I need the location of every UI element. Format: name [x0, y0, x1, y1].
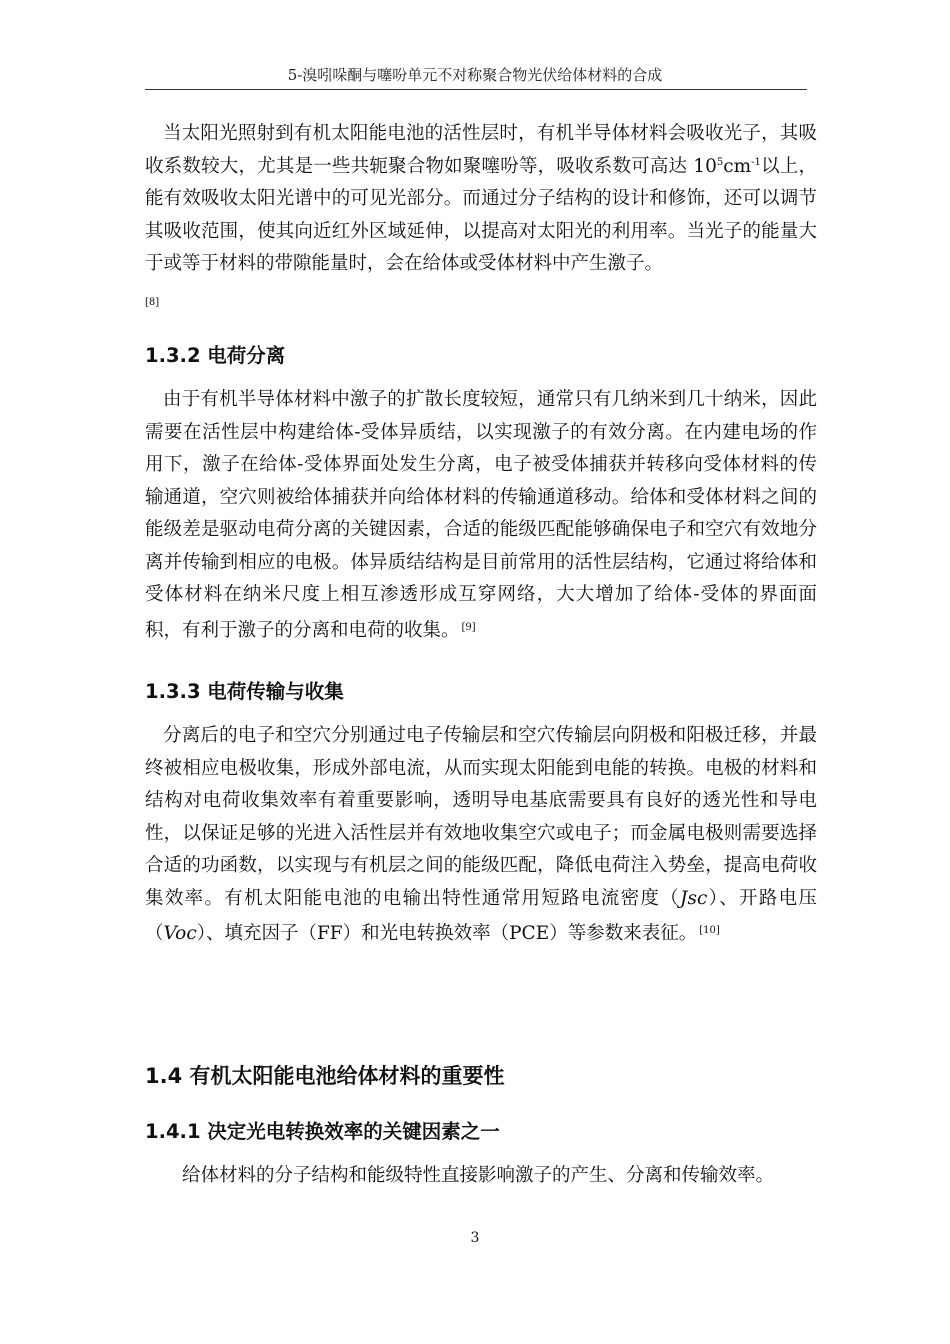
- heading-1-4-1: 1.4.1 决定光电转换效率的关键因素之一: [145, 1120, 500, 1143]
- heading-1-4: 1.4 有机太阳能电池给体材料的重要性: [145, 1064, 505, 1088]
- p1-text-a: 当太阳光照射到有机太阳能电池的活性层时，有机半导体材料会吸收光子，其吸收系数较大，尤其是一些共轭聚合物如聚噻吩等，吸收系数可高达 10: [145, 123, 817, 177]
- paragraph-absorption: [145, 118, 817, 281]
- citation-10: [10]: [699, 925, 720, 936]
- p3-jsc: Jsc: [680, 887, 708, 909]
- p3-voc: Voc: [163, 923, 197, 944]
- citation-9: [9]: [461, 621, 476, 633]
- heading-1-3-3: 1.3.3 电荷传输与收集: [145, 680, 344, 703]
- paragraph-donor-importance: [145, 1160, 817, 1193]
- p3-text-c: ）、填充因子（FF）和光电转换效率（PCE）等参数来表征。: [196, 923, 698, 944]
- p1-unit: cm: [723, 155, 752, 177]
- p1-sup-5: 5: [716, 156, 724, 168]
- p1-sup-minus1: -1: [751, 156, 761, 168]
- p3-text-a: 分离后的电子和空穴分别通过电子传输层和空穴传输层向阴极和阳极迁移，并最终被相应电极收集，形成外部电流，从而实现太阳能到电能的转换。电极的材料和结构对电荷收集效率有着重要影响，透明导电基底需要具有良好的透光性和导电性，以保证足够的光进入活性层并有效地收集空穴或电子；而金属电极则需要选择合适的功函数，以实现与有机层之间的能级匹配，降低电荷注入势垒，提高电荷收集效率。有机太阳能电池的电输出特性通常用短路电流密度（: [145, 725, 817, 909]
- citation-8: [8]: [145, 297, 160, 308]
- paragraph-charge-separation: [145, 384, 817, 647]
- p1-text-b: 以上，能有效吸收太阳光谱中的可见光部分。而通过分子结构的设计和修饰，还可以调节其吸收范围，使其向近红外区域延伸，以提高对太阳光的利用率。当光子的能量大于或等于材料的带隙能量时，会在给体或受体材料中产生激子。: [145, 155, 817, 274]
- paragraph-charge-transport: [145, 720, 817, 951]
- p2-text: 由于有机半导体材料中激子的扩散长度较短，通常只有几纳米到几十纳米，因此需要在活性层中构建给体-受体异质结，以实现激子的有效分离。在内建电场的作用下，激子在给体-受体界面处发生分离，电子被受体捕获并转移向受体材料的传输通道，空穴则被给体捕获并向给体材料的传输通道移动。给体和受体材料之间的能级差是驱动电荷分离的关键因素，合适的能级匹配能够确保电子和空穴有效地分离并传输到相应的电极。体异质结结构是目前常用的活性层结构，它通过将给体和受体材料在纳米尺度上相互渗透形成互穿网络，大大增加了给体-受体的界面面积，有利于激子的分离和电荷的收集。: [145, 389, 817, 641]
- p3-text-b: ）、开路电压（: [145, 887, 817, 944]
- p4-text: 给体材料的分子结构和能级特性直接影响激子的产生、分离和传输效率。: [182, 1165, 775, 1186]
- running-header: 5-溴吲哚酮与噻吩单元不对称聚合物光伏给体材料的合成: [287, 66, 663, 84]
- page-number: 3: [470, 1230, 480, 1246]
- header-rule: [145, 89, 807, 90]
- heading-1-3-2: 1.3.2 电荷分离: [145, 344, 286, 367]
